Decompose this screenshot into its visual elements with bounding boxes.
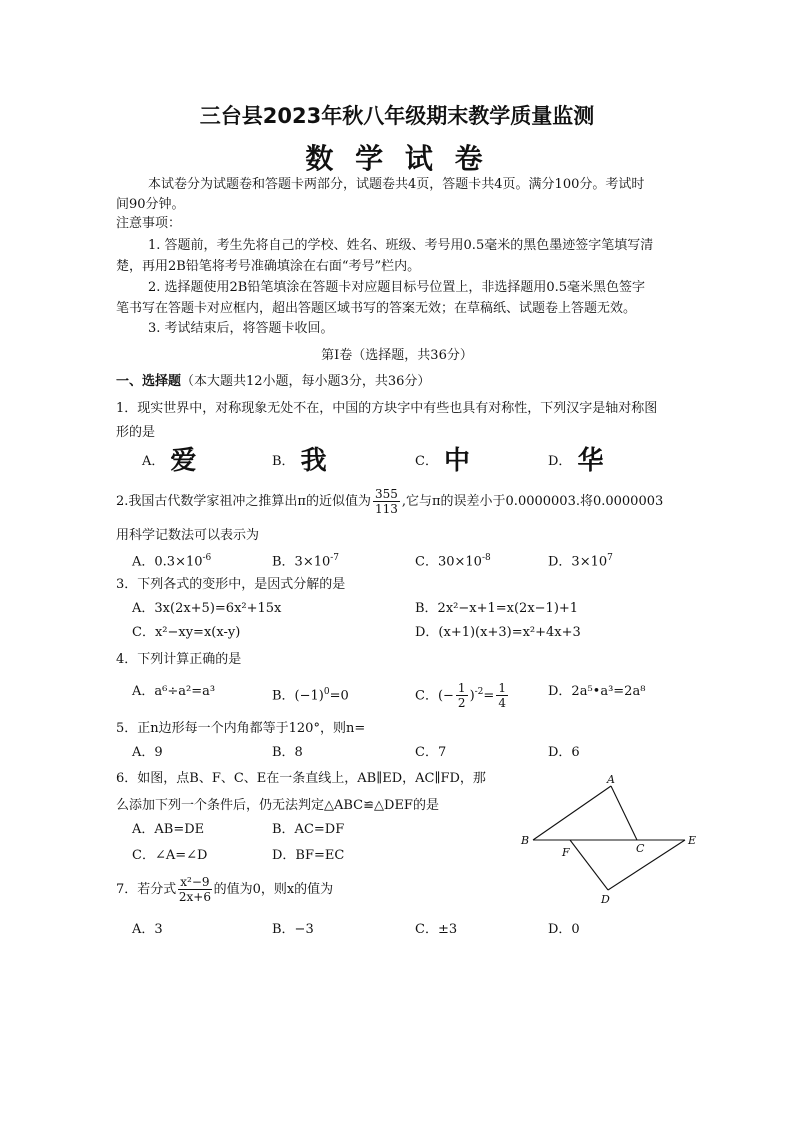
segment-ac xyxy=(611,786,637,840)
option-a: A． 爱 xyxy=(142,446,197,476)
option-b: B．AC=DF xyxy=(272,822,345,837)
intro-line: 间90分钟。 xyxy=(116,197,185,212)
geometry-figure xyxy=(515,770,705,910)
label-a: A xyxy=(607,773,615,786)
segment-fd xyxy=(570,840,608,890)
fraction: $\frac{1}{4}$ xyxy=(498,681,506,711)
question-stem: 4．下列计算正确的是 xyxy=(116,652,242,667)
label-d: D xyxy=(601,893,610,906)
label-e: E xyxy=(688,834,697,847)
label-f: F xyxy=(562,846,570,859)
question-stem: 2.我国古代数学家祖冲之推算出π的近似值为 $\frac{355}{113}$ ,它与π的误差小于0.0000003.将0.0000003 xyxy=(116,487,664,516)
note-line: 笔书写在答题卡对应框内，超出答题区域书写的答案无效；在草稿纸、试题卷上答题无效。 xyxy=(116,301,637,316)
option-d: D．6 xyxy=(548,745,580,760)
question-stem: 1．现实世界中，对称现象无处不在，中国的方块字中有些也具有对称性，下列汉字是轴对称图 xyxy=(116,401,658,416)
question-stem: 形的是 xyxy=(116,425,156,440)
question-stem: 么添加下列一个条件后，仍无法判定△ABC≌△DEF的是 xyxy=(116,798,439,813)
option-d: D．0 xyxy=(548,922,580,937)
section-header xyxy=(116,373,430,391)
note-line: 1. 答题前，考生先将自己的学校、姓名、班级、考号用0.5毫米的黑色墨迹签字笔填写清 xyxy=(148,238,654,253)
note-line: 楚，再用2B铅笔将考号准确填涂在右面“考号”栏内。 xyxy=(116,259,421,274)
option-a: A．3x(2x+5)=6x²+15x xyxy=(132,601,282,616)
question-stem: 3．下列各式的变形中，是因式分解的是 xyxy=(116,577,346,592)
note-line: 2. 选择题使用2B铅笔填涂在答题卡对应题目标号位置上，非选择题用0.5毫米黑色签字 xyxy=(148,280,646,295)
option-a: A．$0.3\times 10^{-6}$ xyxy=(132,553,212,570)
option-a: A．9 xyxy=(132,745,163,760)
exam-subtitle: 数 学 试 卷 xyxy=(305,142,489,175)
option-c: C．$30\times 10^{-8}$ xyxy=(415,553,491,570)
fraction: $\frac{355}{113}$ xyxy=(374,487,398,516)
option-c: C．(− $\frac{1}{2}$ )$^{-2}$= $\frac{1}{4}$ xyxy=(415,681,506,711)
option-b: B．8 xyxy=(272,745,303,760)
question-stem: 5．正n边形每一个内角都等于120°，则n= xyxy=(116,721,366,736)
segment-de xyxy=(608,840,685,890)
char-option: 华 xyxy=(577,446,604,476)
note-line: 3. 考试结束后，将答题卡收回。 xyxy=(148,321,334,336)
question-stem: 7．若分式 $\frac{\text{x²−9}}{2x+6}$ 的值为0，则x的值为 xyxy=(116,875,334,904)
segment-ab xyxy=(533,786,611,840)
option-d: D．BF=EC xyxy=(272,848,345,863)
part-heading: 第Ⅰ卷（选择题，共36分） xyxy=(321,348,473,363)
option-b: B．$3\times 10^{-7}$ xyxy=(272,553,340,570)
option-d: D．(x+1)(x+3)=x²+4x+3 xyxy=(415,625,581,640)
char-option: 中 xyxy=(443,446,470,476)
option-b: B．−3 xyxy=(272,922,314,937)
option-a: A．3 xyxy=(132,922,163,937)
option-b: B．$(-1)^0=0$ xyxy=(272,687,349,704)
option-a: A．AB=DE xyxy=(132,822,205,837)
option-c: C．7 xyxy=(415,745,447,760)
option-c: C．±3 xyxy=(415,922,458,937)
option-d: D．2a⁵•a³=2a⁸ xyxy=(548,684,646,699)
option-c: C． 中 xyxy=(415,446,470,476)
label-c: C xyxy=(636,842,645,855)
notes-heading: 注意事项： xyxy=(116,216,182,231)
option-d: D．$3\times 10^7$ xyxy=(548,553,613,570)
question-stem: 6．如图，点B、F、C、E在一条直线上，AB∥ED，AC∥FD，那 xyxy=(116,771,486,786)
option-d: D． 华 xyxy=(548,446,604,476)
question-stem: 用科学记数法可以表示为 xyxy=(116,528,260,543)
option-b: B． 我 xyxy=(272,446,327,476)
fraction: $\frac{1}{2}$ xyxy=(457,681,466,711)
option-c: C．∠A=∠D xyxy=(132,848,208,863)
char-option: 我 xyxy=(300,446,327,476)
intro-line: 本试卷分为试题卷和答题卡两部分，试题卷共4页，答题卡共4页。满分100分。考试时 xyxy=(148,177,645,192)
char-option: 爱 xyxy=(170,446,197,476)
section-label: 一、选择题 xyxy=(116,374,182,389)
option-c: C．x²−xy=x(x-y) xyxy=(132,625,241,640)
label-b: B xyxy=(521,834,530,847)
section-desc: （本大题共12小题，每小题3分，共36分） xyxy=(181,374,431,389)
fraction: $\frac{\text{x²−9}}{2x+6}$ xyxy=(178,875,211,904)
option-a: A．a⁶÷a²=a³ xyxy=(132,684,216,699)
exam-title: 三台县2023年秋八年级期末教学质量监测 xyxy=(199,104,595,128)
option-b: B．2x²−x+1=x(2x−1)+1 xyxy=(415,601,579,616)
